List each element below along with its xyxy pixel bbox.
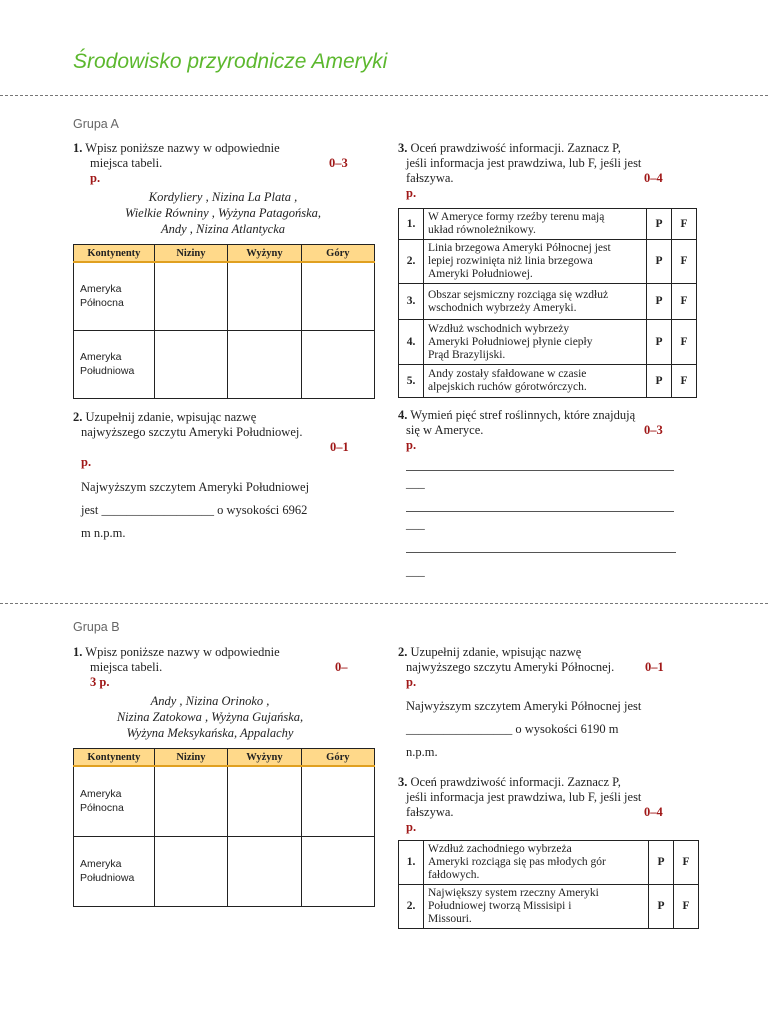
b-q3-text [398, 775, 698, 835]
a-q2-s2[interactable]: jest __________________ o wysokości 6962 [81, 503, 308, 517]
a-q1-line1: Wpisz poniższe nazwy w odpowiednie [85, 141, 280, 155]
a-q2-s3: m n.p.m. [81, 526, 126, 540]
a-q2-line2: najwyższego szczytu Ameryki Południowej. [81, 425, 303, 439]
b-q3-line3: fałszywa. [406, 805, 454, 819]
group-b-label: Grupa B [73, 620, 120, 634]
a-q1-text [73, 141, 363, 186]
true-option[interactable]: P [647, 365, 672, 398]
b-q3-points: p. [406, 820, 417, 834]
answer-cell[interactable] [228, 262, 302, 330]
false-option[interactable]: F [672, 209, 697, 240]
table-header: Wyżyny [228, 749, 302, 767]
b-q3-line2: jeśli informacja jest prawdziwa, lub F, jeśli jest [406, 790, 642, 804]
false-option[interactable]: F [674, 841, 699, 885]
row-number: 2. [399, 885, 424, 929]
a-q4-score: 0–3 [644, 423, 663, 437]
statement: Linia brzegowa Ameryki Północnej jest lepiej rozwinięta niż linia brzegowa Ameryki Południowej. [424, 240, 647, 284]
a-q1-table [73, 244, 375, 399]
table-header: Góry [301, 245, 374, 263]
a-q4-line2: się w Ameryce. [406, 423, 484, 437]
statement: Andy zostały sfałdowane w czasie alpejskich ruchów górotwórczych. [424, 365, 647, 398]
b-q3-table [398, 840, 699, 929]
a-q2-text [73, 410, 363, 470]
answer-line-tail: ___ [406, 476, 425, 490]
answer-cell[interactable] [154, 836, 227, 906]
statement: Największy system rzeczny Ameryki Południowej tworzą Missisipi i Missouri. [424, 885, 649, 929]
answer-cell[interactable] [301, 262, 374, 330]
b-q3-line1: Oceń prawdziwość informacji. Zaznacz P, [410, 775, 621, 789]
a-q3-number: 3. [398, 141, 408, 155]
row-number: 1. [399, 841, 424, 885]
answer-line[interactable] [406, 470, 674, 471]
answer-cell[interactable] [301, 330, 374, 398]
a-q1-points: p. [90, 171, 101, 185]
table-header: Wyżyny [228, 245, 302, 263]
statement: W Ameryce formy rzeźby terenu mają układ równoleżnikowy. [424, 209, 647, 240]
b-q1-names-line: Andy , Nizina Orinoko , [150, 694, 270, 708]
b-q3-score: 0–4 [644, 805, 663, 819]
a-q2-score: 0–1 [330, 440, 349, 454]
true-option[interactable]: P [647, 209, 672, 240]
table-row-label: Ameryka Południowa [74, 330, 155, 398]
b-q2-text [398, 645, 698, 690]
a-q1-names-line: Kordyliery , Nizina La Plata , [148, 190, 298, 204]
a-q1-names-line: Andy , Nizina Atlantycka [160, 222, 286, 236]
true-option[interactable]: P [649, 841, 674, 885]
a-q3-score: 0–4 [644, 171, 663, 185]
a-q2-points: p. [81, 455, 92, 469]
b-q2-line1: Uzupełnij zdanie, wpisując nazwę [410, 645, 582, 659]
answer-cell[interactable] [154, 330, 227, 398]
statement: Wzdłuż zachodniego wybrzeża Ameryki rozciąga się pas młodych gór fałdowych. [424, 841, 649, 885]
table-header: Góry [301, 749, 374, 767]
false-option[interactable]: F [672, 284, 697, 320]
table-header: Kontynenty [74, 749, 155, 767]
b-q2-s1: Najwyższym szczytem Ameryki Północnej jest [406, 699, 642, 713]
a-q3-line2: jeśli informacja jest prawdziwa, lub F, jeśli jest [406, 156, 642, 170]
false-option[interactable]: F [672, 365, 697, 398]
false-option[interactable]: F [672, 320, 697, 365]
row-number: 5. [399, 365, 424, 398]
a-q4-text [398, 408, 698, 453]
answer-line[interactable] [406, 511, 674, 512]
answer-cell[interactable] [228, 766, 302, 836]
b-q1-score: 0– [335, 660, 348, 674]
true-option[interactable]: P [649, 885, 674, 929]
answer-cell[interactable] [228, 836, 302, 906]
b-q3-number: 3. [398, 775, 408, 789]
row-number: 3. [399, 284, 424, 320]
row-number: 1. [399, 209, 424, 240]
statement: Obszar sejsmiczny rozciąga się wzdłuż wschodnich wybrzeży Ameryki. [424, 284, 647, 320]
a-q4-points: p. [406, 438, 417, 452]
table-header: Kontynenty [74, 245, 155, 263]
row-number: 4. [399, 320, 424, 365]
a-q2-s1: Najwyższym szczytem Ameryki Południowej [81, 480, 310, 494]
b-q1-table [73, 748, 375, 907]
b-q1-line1: Wpisz poniższe nazwy w odpowiednie [85, 645, 280, 659]
b-q2-points: p. [406, 675, 417, 689]
false-option[interactable]: F [672, 240, 697, 284]
answer-cell[interactable] [301, 836, 374, 906]
answer-cell[interactable] [154, 766, 227, 836]
a-q1-line2: miejsca tabeli. [90, 156, 163, 170]
b-q2-s3: n.p.m. [406, 745, 438, 759]
table-row-label: Ameryka Północna [74, 766, 155, 836]
true-option[interactable]: P [647, 240, 672, 284]
a-q1-number: 1. [73, 141, 83, 155]
answer-line-tail: ___ [406, 564, 425, 578]
a-q1-names-line: Wielkie Równiny , Wyżyna Patagońska, [124, 206, 322, 220]
b-q1-points: 3 p. [90, 675, 110, 689]
group-a-label: Grupa A [73, 117, 119, 131]
divider [0, 95, 768, 96]
b-q1-text [73, 645, 363, 690]
row-number: 2. [399, 240, 424, 284]
b-q2-number: 2. [398, 645, 408, 659]
answer-line-tail: ___ [406, 517, 425, 531]
divider [0, 603, 768, 604]
b-q2-line2: najwyższego szczytu Ameryki Północnej. [406, 660, 615, 674]
b-q2-score: 0–1 [645, 660, 664, 674]
table-header: Niziny [154, 749, 227, 767]
false-option[interactable]: F [674, 885, 699, 929]
a-q3-points: p. [406, 186, 417, 200]
page-title: Środowisko przyrodnicze Ameryki [73, 50, 388, 73]
statement: Wzdłuż wschodnich wybrzeży Ameryki Południowej płynie ciepły Prąd Brazylijski. [424, 320, 647, 365]
a-q3-line1: Oceń prawdziwość informacji. Zaznacz P, [410, 141, 621, 155]
b-q1-names [60, 693, 360, 741]
answer-cell[interactable] [228, 330, 302, 398]
true-option[interactable]: P [647, 284, 672, 320]
answer-cell[interactable] [154, 262, 227, 330]
table-row-label: Ameryka Północna [74, 262, 155, 330]
b-q1-number: 1. [73, 645, 83, 659]
true-option[interactable]: P [647, 320, 672, 365]
b-q2-s2[interactable]: _________________ o wysokości 6190 m [406, 722, 619, 736]
a-q1-score: 0–3 [329, 156, 348, 170]
a-q2-line1: Uzupełnij zdanie, wpisując nazwę [85, 410, 257, 424]
a-q3-line3: fałszywa. [406, 171, 454, 185]
answer-cell[interactable] [301, 766, 374, 836]
b-q1-names-line: Wyżyna Meksykańska, Appalachy [126, 726, 294, 740]
a-q4-line1: Wymień pięć stref roślinnych, które znajdują [410, 408, 636, 422]
table-row-label: Ameryka Południowa [74, 836, 155, 906]
a-q2-sentence [81, 480, 309, 541]
a-q2-number: 2. [73, 410, 83, 424]
a-q4-number: 4. [398, 408, 408, 422]
b-q1-line2: miejsca tabeli. [90, 660, 163, 674]
a-q3-text [398, 141, 698, 201]
b-q2-sentence [406, 699, 641, 760]
table-header: Niziny [154, 245, 227, 263]
a-q3-table [398, 208, 697, 398]
b-q1-names-line: Nizina Zatokowa , Wyżyna Gujańska, [116, 710, 304, 724]
answer-line[interactable] [406, 552, 676, 553]
a-q1-names [73, 189, 373, 237]
